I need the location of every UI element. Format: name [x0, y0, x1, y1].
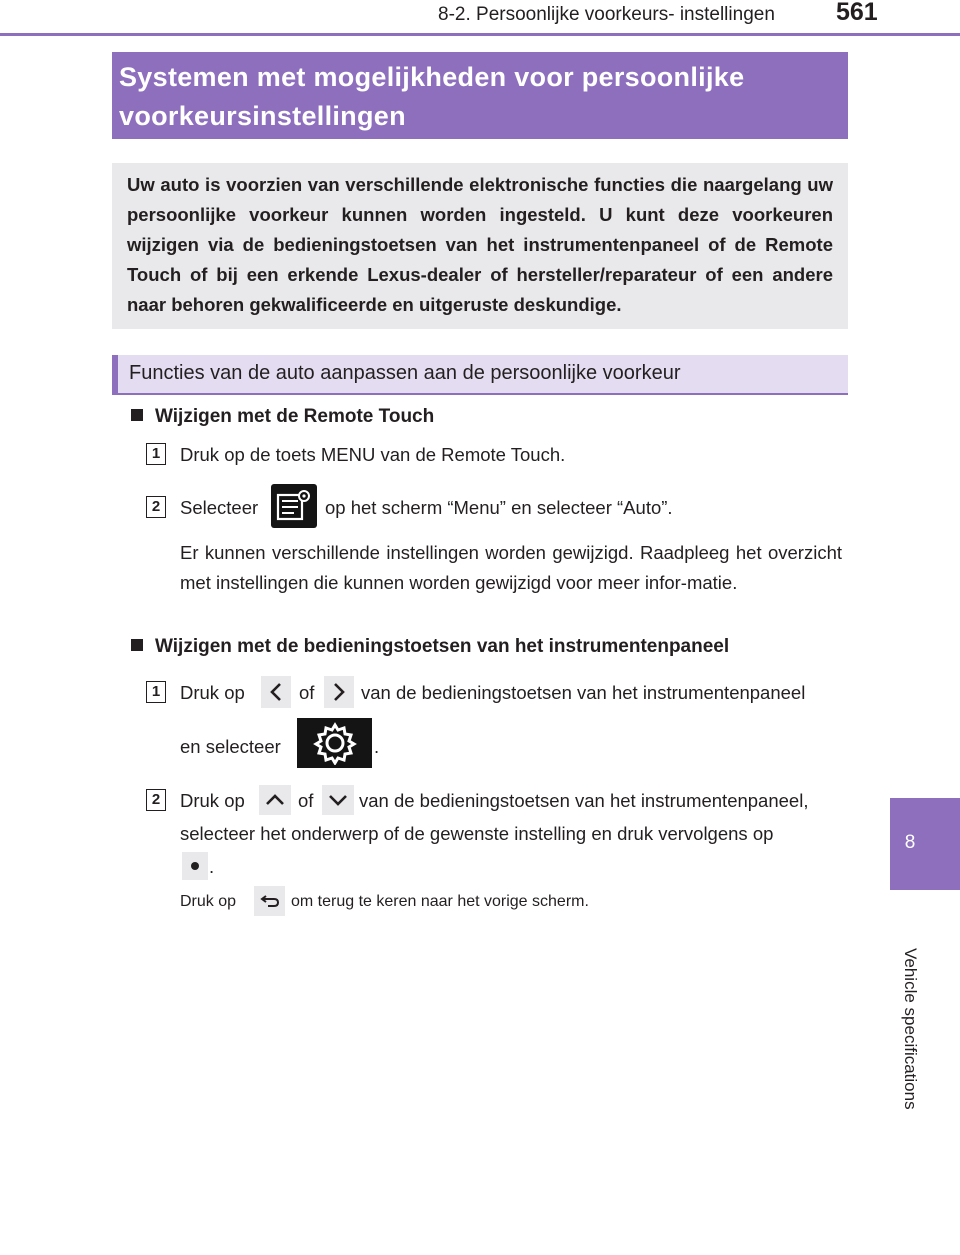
step-or-text: of: [299, 682, 315, 703]
chapter-tab-label: Vehicle specifications: [901, 948, 920, 1110]
chapter-title: 8-2. Persoonlijke voorkeurs- instellingen: [438, 4, 775, 25]
subsection-accent: [112, 355, 118, 393]
instrument-panel-heading: [131, 636, 729, 658]
step-number: 2: [146, 789, 166, 811]
subsection-title: Functies van de auto aanpassen aan de persoonlijke voorkeur: [129, 362, 681, 384]
remote-touch-heading-text: Wijzigen met de Remote Touch: [155, 406, 435, 427]
bullet-square-icon: [131, 409, 143, 421]
chevron-right-icon: [324, 676, 354, 708]
chevron-left-icon: [261, 676, 291, 708]
step-number: 2: [146, 496, 166, 518]
step-text: Druk op de toets MENU van de Remote Touch.: [180, 444, 566, 465]
step-text: van de bedieningstoetsen van het instrumentenpaneel: [361, 682, 806, 703]
step-number: 1: [146, 681, 166, 703]
chevron-up-icon: [259, 785, 291, 815]
step-text: Druk op: [180, 790, 245, 811]
settings-menu-icon: [271, 484, 317, 528]
section-title: Systemen met mogelijkheden voor persoonlijke voorkeursinstellingen: [119, 62, 745, 131]
back-note-text: Druk op: [180, 893, 237, 910]
instrument-panel-heading-text: Wijzigen met de bedieningstoetsen van het instrumentenpaneel: [155, 636, 730, 657]
enter-dot-icon: [182, 852, 208, 880]
step-or-text: of: [298, 790, 314, 811]
step-text: op het scherm “Menu” en selecteer “Auto”.: [325, 497, 673, 518]
chevron-down-icon: [322, 785, 354, 815]
step-text: Druk op: [180, 682, 245, 703]
bullet-square-icon: [131, 639, 143, 651]
note-text: Er kunnen verschillende instellingen worden gewijzigd. Raadpleeg het overzicht met instellingen die kunnen worden gewijzigd voor meer infor-matie.: [180, 542, 842, 593]
gear-icon: [297, 718, 372, 768]
step-text: en selecteer: [180, 736, 281, 757]
header-rule: [0, 33, 960, 36]
subsection-underline: [112, 393, 848, 395]
page-number: 561: [836, 0, 878, 26]
step-number: 1: [146, 443, 166, 465]
back-note-text: om terug te keren naar het vorige scherm.: [291, 893, 589, 910]
intro-text: Uw auto is voorzien van verschillende elektronische functies die naargelang uw persoonlijke voorkeur kunnen worden ingesteld. U kunt deze voorkeuren wijzigen via de bedieningstoetsen van het instrumentenpaneel of de Remote Touch of bij een erkende Lexus-dealer of hersteller/reparateur of een andere naar behoren gekwalificeerde en uitgeruste deskundige.: [127, 174, 833, 315]
step-text: van de bedieningstoetsen van het instrumentenpaneel,: [359, 790, 809, 811]
remote-touch-heading: [131, 406, 434, 428]
step-text: Selecteer: [180, 497, 259, 518]
chapter-tab-number: 8: [904, 832, 916, 853]
step-text: selecteer het onderwerp of de gewenste instelling en druk vervolgens op: [180, 823, 774, 844]
step-end-text: .: [209, 856, 215, 877]
back-arrow-icon: [254, 886, 285, 916]
step-end-text: .: [374, 736, 380, 757]
